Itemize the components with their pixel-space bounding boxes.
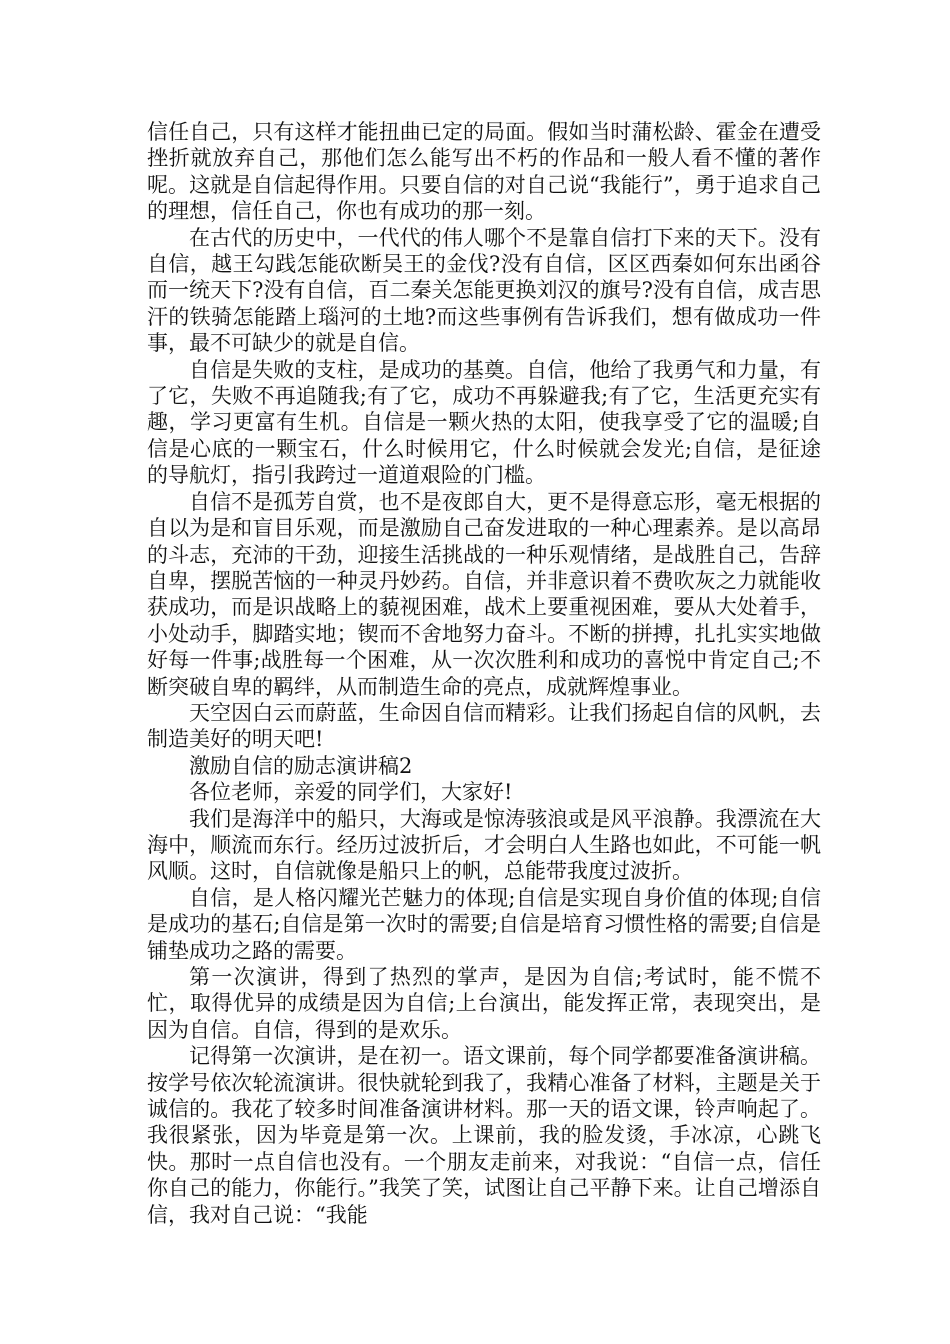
paragraph: 第一次演讲，得到了热烈的掌声，是因为自信;考试时，能不慌不忙，取得优异的成绩是因为自信;上台演出，能发挥正常，表现突出，是因为自信。自信，得到的是欢乐。 [147, 965, 821, 1042]
document-body [147, 119, 821, 1228]
section-heading: 激励自信的励志演讲稿2 [189, 753, 413, 778]
paragraph: 天空因白云而蔚蓝，生命因自信而精彩。让我们扬起自信的风帆，去制造美好的明天吧! [147, 700, 821, 752]
paragraph: 自信是失败的支柱，是成功的基奠。自信，他给了我勇气和力量，有了它，失败不再追随我;有了它，成功不再躲避我;有了它，生活更充实有趣，学习更富有生机。自信是一颗火热的太阳，使我享受了它的温暖;自信是心底的一颗宝石，什么时候用它，什么时候就会发光;自信，是征途的导航灯，指引我跨过一道道艰险的门槛。 [147, 357, 821, 488]
paragraph: 自信不是孤芳自赏，也不是夜郎自大，更不是得意忘形，毫无根据的自以为是和盲目乐观，而是激励自己奋发进取的一种心理素养。是以高昂的斗志，充沛的干劲，迎接生活挑战的一种乐观情绪，是战胜自己，告辞自卑，摆脱苦恼的一种灵丹妙药。自信，并非意识着不费吹灰之力就能收获成功，而是识战略上的藐视困难，战术上要重视困难，要从大处着手，小处动手，脚踏实地；锲而不舍地努力奋斗。不断的拼搏，扎扎实实地做好每一件事;战胜每一个困难，从一次次胜利和成功的喜悦中肯定自己;不断突破自卑的羁绊，从而制造生命的亮点，成就辉煌事业。 [147, 489, 821, 699]
greeting: 各位老师，亲爱的同学们，大家好! [189, 780, 513, 805]
paragraph: 记得第一次演讲，是在初一。语文课前，每个同学都要准备演讲稿。按学号依次轮流演讲。很快就轮到我了，我精心准备了材料，主题是关于诚信的。我花了较多时间准备演讲材料。那一天的语文课，铃声响起了。我很紧张，因为毕竟是第一次。上课前，我的脸发烫，手冰凉，心跳飞快。那时一点自信也没有。一个朋友走前来，对我说：“自信一点，信任你自己的能力，你能行。”我笑了笑，试图让自己平静下来。让自己增添自信，我对自己说：“我能 [147, 1044, 821, 1227]
paragraph: 信任自己，只有这样才能扭曲已定的局面。假如当时蒲松龄、霍金在遭受挫折就放弃自己，那他们怎么能写出不朽的作品和一般人看不懂的著作呢。这就是自信起得作用。只要自信的对自己说“我能行”，勇于追求自己的理想，信任自己，你也有成功的那一刻。 [147, 120, 821, 224]
paragraph: 自信，是人格闪耀光芒魅力的体现;自信是实现自身价值的体现;自信是成功的基石;自信是第一次时的需要;自信是培育习惯性格的需要;自信是铺垫成功之路的需要。 [147, 885, 821, 963]
paragraph: 在古代的历史中，一代代的伟人哪个不是靠自信打下来的天下。没有自信，越王勾践怎能砍断吴王的金伐?没有自信，区区西秦如何东出函谷而一统天下?没有自信，百二秦关怎能更换刘汉的旗号?没有自信，成吉思汗的铁骑怎能踏上瑙河的土地?而这些事例有告诉我们，想有做成功一件事，最不可缺少的就是自信。 [147, 225, 821, 356]
paragraph: 我们是海洋中的船只，大海或是惊涛骇浪或是风平浪静。我漂流在大海中，顺流而东行。经历过波折后，才会明白人生路也如此，不可能一帆风顺。这时，自信就像是船只上的帆，总能带我度过波折。 [147, 806, 821, 884]
